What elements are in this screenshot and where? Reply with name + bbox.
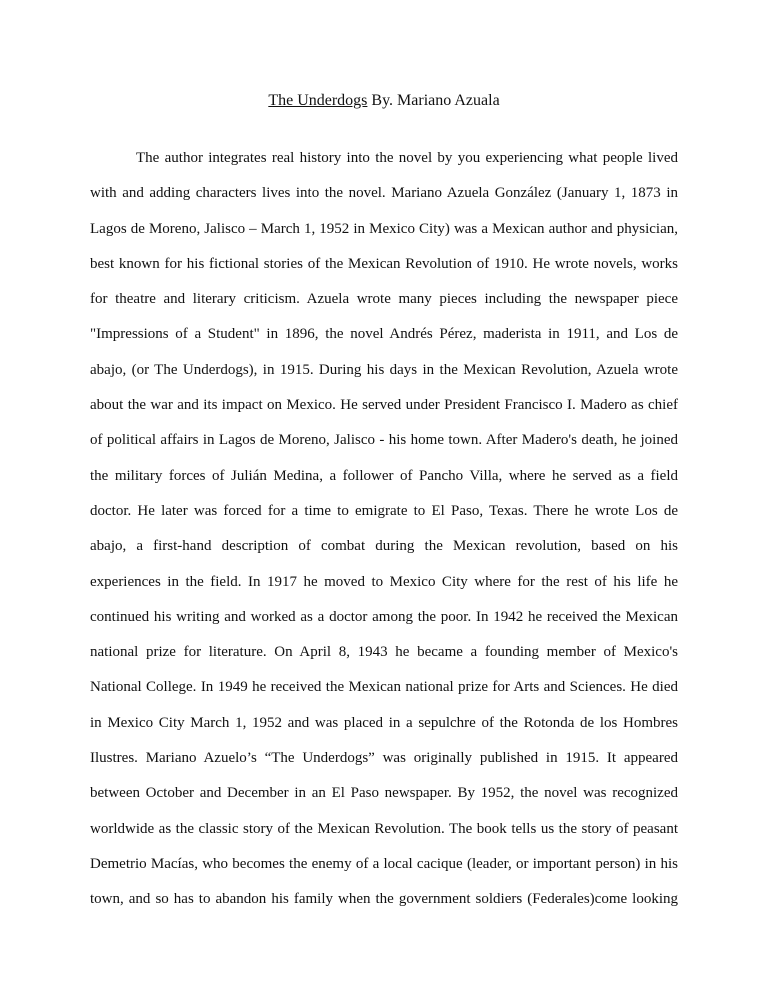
text-line: Ilustres. Mariano Azuelo’s “The Underdogs” was originally published in 1915. It appeared bbox=[90, 750, 678, 767]
text-line: Demetrio Macías, who becomes the enemy of a local cacique (leader, or important person) in his bbox=[90, 855, 678, 872]
text-line: experiences in the field. In 1917 he moved to Mexico City where for the rest of his life he bbox=[90, 573, 678, 590]
text-line: with and adding characters lives into the novel. Mariano Azuela González (January 1, 1873 in bbox=[90, 185, 678, 202]
text-line: National College. In 1949 he received the Mexican national prize for Arts and Sciences. He died bbox=[90, 679, 678, 696]
text-line: of political affairs in Lagos de Moreno, Jalisco - his home town. After Madero's death, he joined bbox=[90, 432, 678, 449]
text-line: abajo, (or The Underdogs), in 1915. During his days in the Mexican Revolution, Azuela wrote bbox=[90, 361, 678, 378]
document-title bbox=[0, 90, 768, 112]
text-line: in Mexico City March 1, 1952 and was placed in a sepulchre of the Rotonda de los Hombres bbox=[90, 714, 678, 731]
text-line: Lagos de Moreno, Jalisco – March 1, 1952 in Mexico City) was a Mexican author and physician, bbox=[90, 220, 678, 237]
title-underlined: The Underdogs bbox=[268, 92, 368, 109]
text-line: The author integrates real history into the novel by you experiencing what people lived bbox=[136, 150, 678, 166]
text-line: worldwide as the classic story of the Mexican Revolution. The book tells us the story of peasant bbox=[90, 820, 678, 837]
text-line: about the war and its impact on Mexico. He served under President Francisco I. Madero as chief bbox=[90, 397, 678, 414]
text-line: continued his writing and worked as a doctor among the poor. In 1942 he received the Mexican bbox=[90, 608, 678, 625]
text-line: the military forces of Julián Medina, a follower of Pancho Villa, where he served as a field bbox=[90, 467, 678, 484]
text-line: abajo, a first-hand description of combat during the Mexican revolution, based on his bbox=[90, 538, 678, 555]
text-line: best known for his fictional stories of the Mexican Revolution of 1910. He wrote novels, works bbox=[90, 255, 678, 272]
text-line: national prize for literature. On April 8, 1943 he became a founding member of Mexico's bbox=[90, 644, 678, 661]
text-line: doctor. He later was forced for a time to emigrate to El Paso, Texas. There he wrote Los de bbox=[90, 502, 678, 519]
text-line: "Impressions of a Student" in 1896, the novel Andrés Pérez, maderista in 1911, and Los de bbox=[90, 326, 678, 343]
title-rest: By. Mariano Azuala bbox=[367, 92, 500, 109]
body-text bbox=[90, 145, 678, 922]
text-line: for theatre and literary criticism. Azuela wrote many pieces including the newspaper piece bbox=[90, 291, 678, 308]
text-line: between October and December in an El Paso newspaper. By 1952, the novel was recognized bbox=[90, 785, 678, 802]
text-line: town, and so has to abandon his family when the government soldiers (Federales)come looking bbox=[90, 891, 678, 908]
